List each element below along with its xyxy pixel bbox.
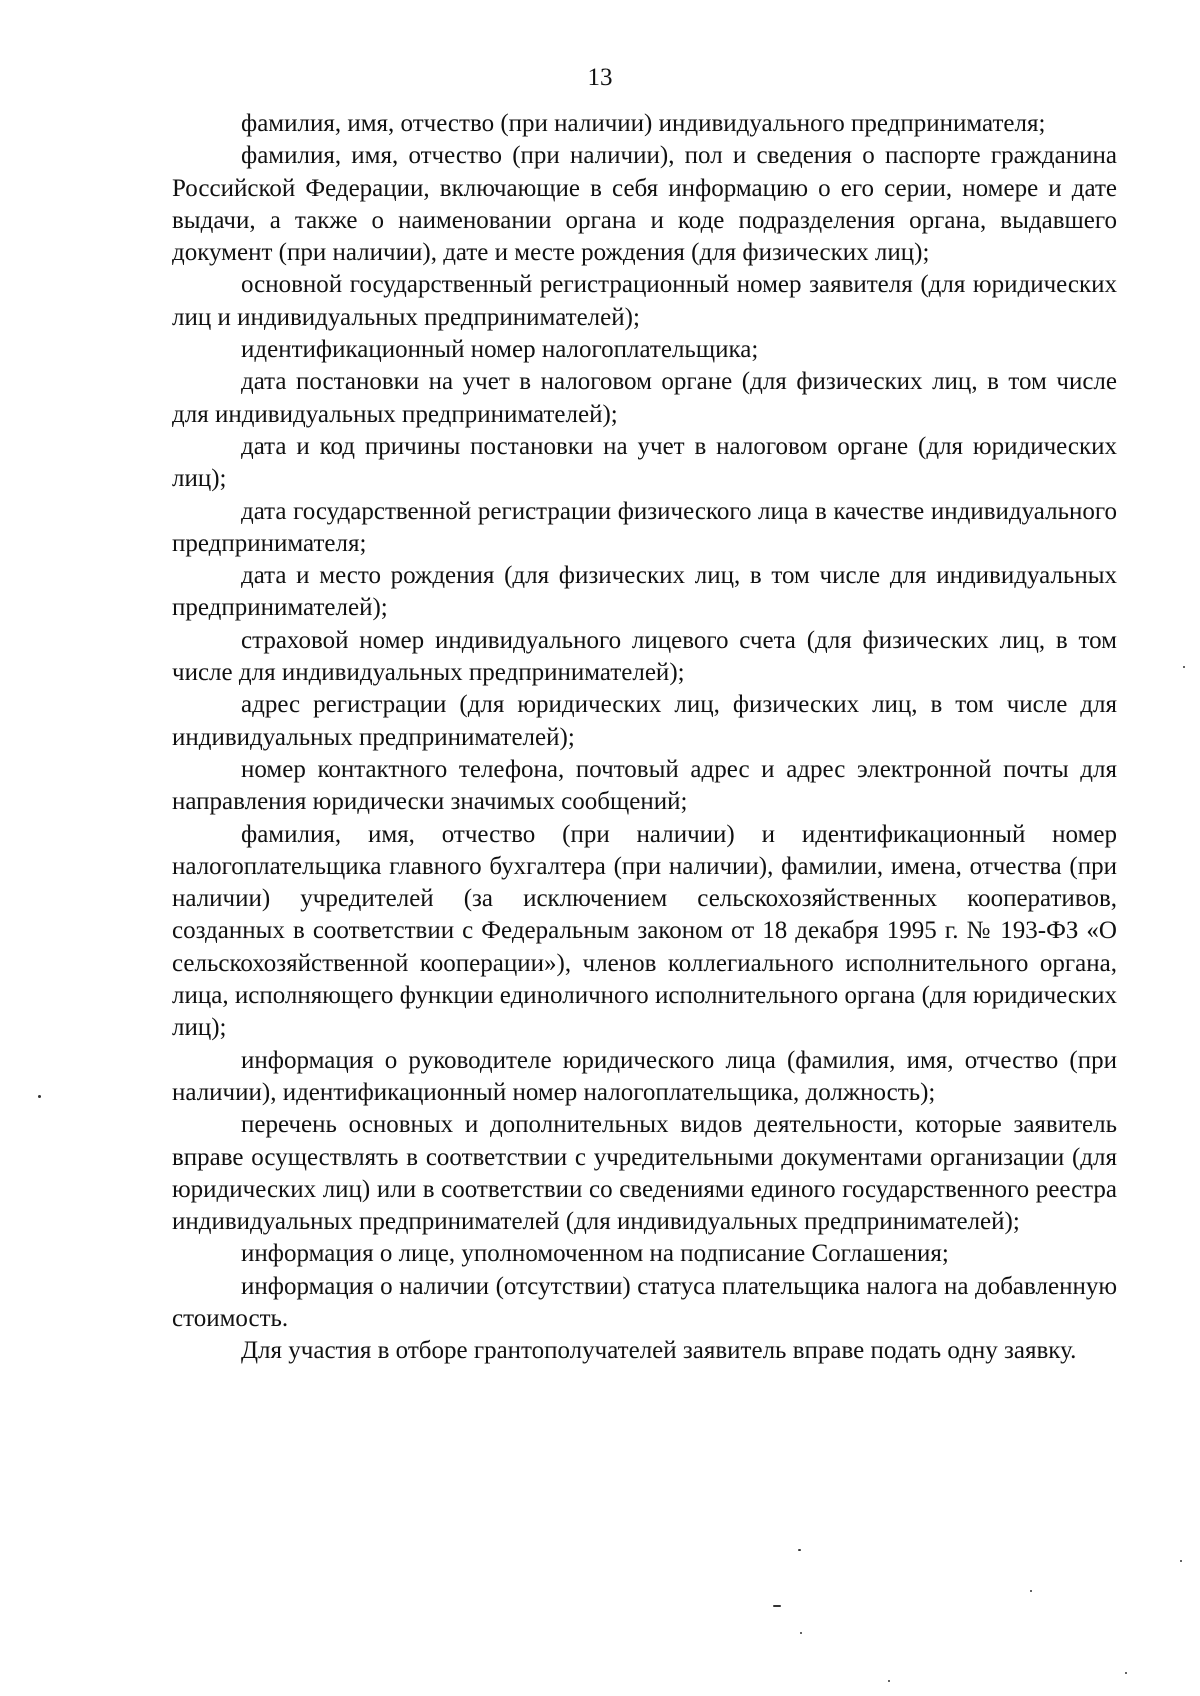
scan-speck [773,1605,781,1607]
paragraph-ogrn: основной государственный регистрационный номер заявителя (для юридических лиц и индивидуальных предпринимателей); [172,271,1117,331]
paragraph-kpp: дата и код причины постановки на учет в налоговом органе (для юридических лиц); [172,432,1117,493]
page-number: 13 [587,64,613,91]
paragraph-accountant-founders: фамилия, имя, отчество (при наличии) и идентификационный номер налогоплательщика главного бухгалтера (при наличии), фамилии, имена, отчества (при наличии) учредителей (за исключением сельскохозяйственных кооперативов, созданных в соответствии с Федеральным законом от 18 декабря 1995 г. № 193-ФЗ «О сельскохозяйственной кооперации»), членов коллегиального исполнительного органа, лица, исполняющего функции единоличного исполнительного органа (для юридических лиц); [172,820,1117,1042]
paragraph-registration-address: адрес регистрации (для юридических лиц, физических лиц, в том числе для индивидуальных предпринимателей); [172,691,1117,751]
paragraph-single-application: Для участия в отборе грантополучателей заявитель вправе подать одну заявку. [241,1337,1077,1365]
scan-speck [1183,666,1185,668]
paragraph-individual-entrepreneur-name: фамилия, имя, отчество (при наличии) индивидуального предпринимателя; [241,110,1046,137]
paragraph-passport-details: фамилия, имя, отчество (при наличии), пол и сведения о паспорте гражданина Российской Федерации, включающие в себя информацию о его серии, номере и дате выдачи, а также о наименовании органа и коде подразделения органа, выдавшего документ (при наличии), дате и месте рождения (для физических лиц); [172,142,1117,267]
scan-speck [1125,1672,1127,1674]
paragraph-contacts: номер контактного телефона, почтовый адрес и адрес электронной почты для направления юридически значимых сообщений; [172,755,1117,816]
paragraph-state-registration-date: дата государственной регистрации физического лица в качестве индивидуального предпринимателя; [172,497,1117,557]
paragraph-birth-date-place: дата и место рождения (для физических лиц, в том числе для индивидуальных предпринимателей); [172,562,1117,622]
scan-speck [800,1632,802,1634]
scan-speck [1030,1590,1032,1592]
paragraph-vat-status: информация о наличии (отсутствии) статуса плательщика налога на добавленную стоимость. [172,1272,1117,1332]
paragraph-inn: идентификационный номер налогоплательщика; [241,336,759,364]
paragraph-head-info: информация о руководителе юридического лица (фамилия, имя, отчество (при наличии), идентификационный номер налогоплательщика, должность); [172,1046,1117,1106]
scan-speck [888,1680,890,1682]
paragraph-snils: страховой номер индивидуального лицевого счета (для физических лиц, в том числе для индивидуальных предпринимателей); [172,626,1117,687]
scan-speck [1180,1560,1182,1562]
scan-speck [798,1549,801,1551]
paragraph-tax-registration-date: дата постановки на учет в налоговом органе (для физических лиц, в том числе для индивидуальных предпринимателей); [172,368,1117,428]
paragraph-signatory: информация о лице, уполномоченном на подписание Соглашения; [241,1240,949,1268]
scan-speck [38,1095,41,1098]
paragraph-activities-list: перечень основных и дополнительных видов деятельности, которые заявитель вправе осуществлять в соответствии с учредительными документами организации (для юридических лиц) или в соответствии со сведениями единого государственного реестра индивидуальных предпринимателей (для индивидуальных предпринимателей); [172,1111,1117,1236]
document-body [172,108,1117,1368]
